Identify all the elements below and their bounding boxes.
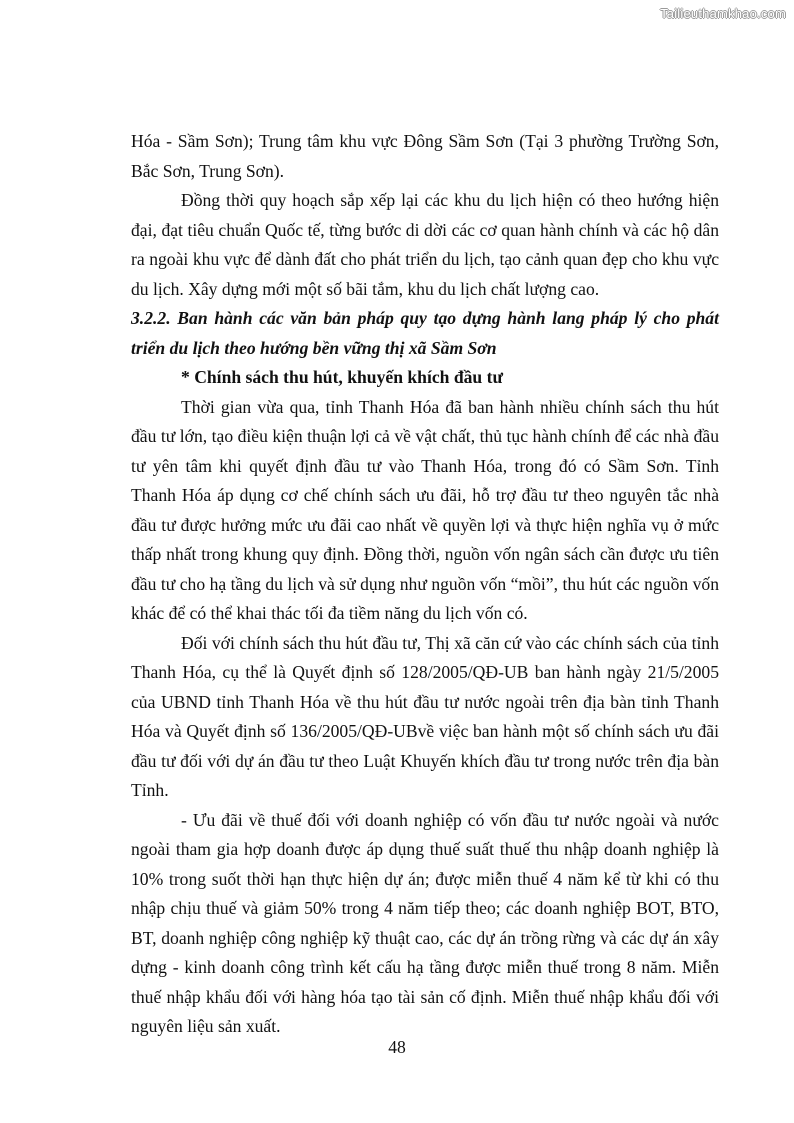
page-number: 48	[388, 1037, 406, 1057]
page-body	[131, 127, 719, 1042]
paragraph-planning: Đồng thời quy hoạch sắp xếp lại các khu du lịch hiện có theo hướng hiện đại, đạt tiêu chuẩn Quốc tế, từng bước di dời các cơ quan hành chính và các hộ dân ra ngoài khu vực để dành đất cho phát triển du lịch, tạo cảnh quan đẹp cho khu vực du lịch. Xây dựng mới một số bãi tắm, khu du lịch chất lượng cao.	[131, 190, 719, 299]
watermark: Tailieuthamkhao.com	[660, 6, 786, 21]
paragraph-investment-policy: Thời gian vừa qua, tỉnh Thanh Hóa đã ban hành nhiều chính sách thu hút đầu tư lớn, tạo điều kiện thuận lợi cả về vật chất, thủ tục hành chính để các nhà đầu tư yên tâm khi quyết định đầu tư vào Thanh Hóa, trong đó có Sầm Sơn. Tỉnh Thanh Hóa áp dụng cơ chế chính sách ưu đãi, hỗ trợ đầu tư theo nguyên tắc nhà đầu tư được hưởng mức ưu đãi cao nhất về quyền lợi và thực hiện nghĩa vụ ở mức thấp nhất trong khung quy định. Đồng thời, nguồn vốn ngân sách cần được ưu tiên đầu tư cho hạ tầng du lịch và sử dụng như nguồn vốn “mồi”, thu hút các nguồn vốn khác để có thể khai thác tối đa tiềm năng du lịch vốn có.	[131, 396, 719, 623]
paragraph-decisions: Đối với chính sách thu hút đầu tư, Thị xã căn cứ vào các chính sách của tỉnh Thanh Hóa, cụ thể là Quyết định số 128/2005/QĐ-UB ban hành ngày 21/5/2005 của UBND tỉnh Thanh Hóa về thu hút đầu tư nước ngoài trên địa bàn tỉnh Thanh Hóa và Quyết định số 136/2005/QĐ-UBvề việc ban hành một số chính sách ưu đãi đầu tư đối với dự án đầu tư theo Luật Khuyến khích đầu tư trong nước trên địa bàn Tỉnh.	[131, 632, 719, 800]
paragraph-tax-incentives: - Ưu đãi về thuế đối với doanh nghiệp có vốn đầu tư nước ngoài và nước ngoài tham gia hợp doanh được áp dụng thuế suất thuế thu nhập doanh nghiệp là 10% trong suốt thời hạn thực hiện dự án; được miễn thuế 4 năm kể từ khi có thu nhập chịu thuế và giảm 50% trong 4 năm tiếp theo; các doanh nghiệp BOT, BTO, BT, doanh nghiệp công nghiệp kỹ thuật cao, các dự án trồng rừng và các dự án xây dựng - kinh doanh công trình kết cấu hạ tầng được miễn thuế trong 8 năm. Miễn thuế nhập khẩu đối với hàng hóa tạo tài sản cố định. Miễn thuế nhập khẩu đối với nguyên liệu sản xuất.	[131, 809, 719, 1036]
subsection-heading: * Chính sách thu hút, khuyến khích đầu tư	[181, 367, 504, 387]
section-heading: 3.2.2. Ban hành các văn bản pháp quy tạo dựng hành lang pháp lý cho phát triển du lịch theo hướng bền vững thị xã Sầm Sơn	[131, 308, 719, 358]
paragraph-continuation: Hóa - Sầm Sơn); Trung tâm khu vực Đông Sầm Sơn (Tại 3 phường Trường Sơn, Bắc Sơn, Trung Sơn).	[131, 131, 719, 181]
